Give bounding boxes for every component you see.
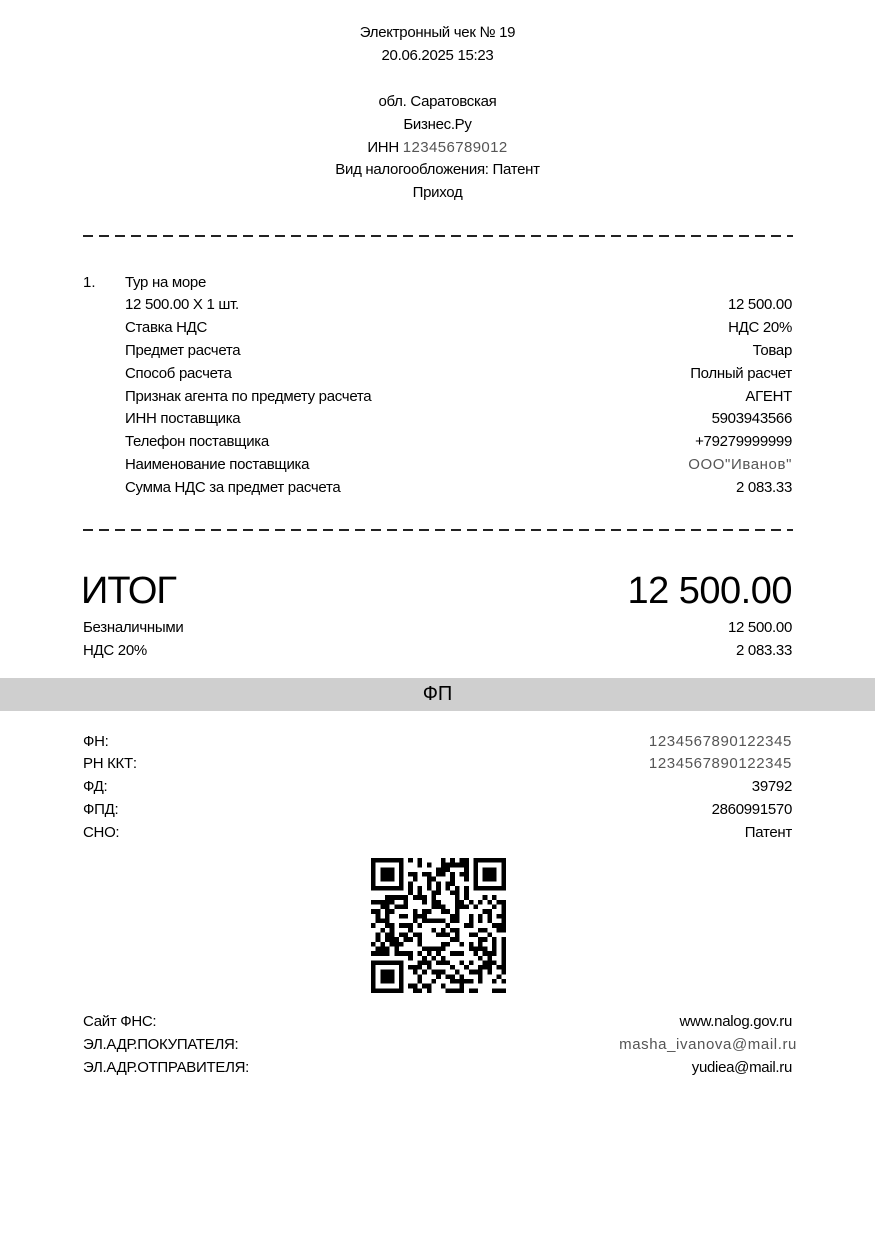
fiscal-label: ФПД:: [83, 801, 119, 818]
item-row-value: АГЕНТ: [745, 388, 792, 405]
item-row-label: Ставка НДС: [125, 319, 208, 336]
item-row-label: Сумма НДС за предмет расчета: [125, 479, 341, 496]
fiscal-row: [83, 775, 792, 798]
item-row-value: Товар: [752, 342, 792, 359]
fiscal-row: [83, 752, 792, 775]
total-value: 12 500.00: [627, 570, 792, 612]
item-name: Тур на море: [125, 274, 206, 291]
item-row-value: +79279999999: [695, 433, 792, 450]
fiscal-header: ФП: [0, 678, 875, 711]
receipt-datetime: 20.06.2025 15:23: [381, 47, 494, 64]
item-row-value: 12 500.00: [727, 296, 792, 313]
item-row: [83, 430, 792, 453]
fiscal-value: Патент: [744, 824, 792, 841]
item-row-label: 12 500.00 Х 1 шт.: [125, 296, 239, 313]
item-row: [83, 453, 792, 476]
payment-value: 12 500.00: [727, 619, 792, 636]
inn-value: 123456789012: [402, 139, 508, 156]
item-row-label: Телефон поставщика: [125, 433, 269, 450]
item-number: 1.: [83, 274, 96, 291]
qr-code-icon: [371, 858, 506, 993]
total-row: [83, 568, 792, 614]
fns-site-link[interactable]: www.nalog.gov.ru: [679, 1013, 792, 1030]
fiscal-row: [83, 821, 792, 844]
item-row-value: НДС 20%: [728, 319, 792, 336]
item-row-label: ИНН поставщика: [125, 410, 241, 427]
item-row-label: Предмет расчета: [125, 342, 241, 359]
divider: [83, 529, 793, 531]
fiscal-value: 2860991570: [711, 801, 792, 818]
item-row: [83, 407, 792, 430]
receipt-title: Электронный чек № 19: [359, 24, 516, 41]
fiscal-label: РН ККТ:: [83, 755, 137, 772]
item-row-label: Способ расчета: [125, 365, 232, 382]
item-row: [83, 476, 792, 499]
vat-row: [83, 639, 792, 662]
payment-row: [83, 616, 792, 639]
company-inn: [0, 136, 875, 159]
item-row-label: Наименование поставщика: [125, 456, 310, 473]
item-row-value: Полный расчет: [690, 365, 792, 382]
item-row: [83, 293, 792, 316]
fiscal-value: 1234567890122345: [648, 733, 792, 750]
item-name-row: [83, 271, 792, 294]
item-row-value: 5903943566: [711, 410, 792, 427]
item-row: [83, 339, 792, 362]
fiscal-label: ФД:: [83, 778, 108, 795]
inn-label: ИНН: [367, 139, 399, 156]
operation-type: Приход: [412, 184, 463, 201]
footer-row: [83, 1033, 797, 1056]
item-row-value: ООО"Иванов": [688, 456, 792, 473]
fiscal-label: СНО:: [83, 824, 120, 841]
item-row: [83, 362, 792, 385]
buyer-email: masha_ivanova@mail.ru: [619, 1036, 797, 1053]
sender-email: yudiea@mail.ru: [691, 1059, 792, 1076]
payment-label: Безналичными: [83, 619, 184, 636]
footer-label: ЭЛ.АДР.ОТПРАВИТЕЛЯ:: [83, 1059, 250, 1076]
vat-value: 2 083.33: [736, 642, 792, 659]
item-row: [83, 316, 792, 339]
fiscal-value: 1234567890122345: [648, 755, 792, 772]
region: обл. Саратовская: [378, 93, 497, 110]
item-row-label: Признак агента по предмету расчета: [125, 388, 372, 405]
item-row: [83, 385, 792, 408]
fiscal-row: [83, 798, 792, 821]
vat-label: НДС 20%: [83, 642, 147, 659]
item-row-value: 2 083.33: [736, 479, 792, 496]
fiscal-value: 39792: [751, 778, 792, 795]
footer-row: [83, 1010, 792, 1033]
divider: [83, 235, 793, 237]
fiscal-label: ФН:: [83, 733, 109, 750]
fiscal-row: [83, 730, 792, 753]
footer-label: Сайт ФНС:: [83, 1013, 157, 1030]
tax-system: Вид налогообложения: Патент: [335, 161, 540, 178]
total-label: ИТОГ: [81, 570, 176, 612]
footer-label: ЭЛ.АДР.ПОКУПАТЕЛЯ:: [83, 1036, 239, 1053]
company-name: Бизнес.Ру: [403, 116, 472, 133]
footer-row: [83, 1056, 792, 1079]
